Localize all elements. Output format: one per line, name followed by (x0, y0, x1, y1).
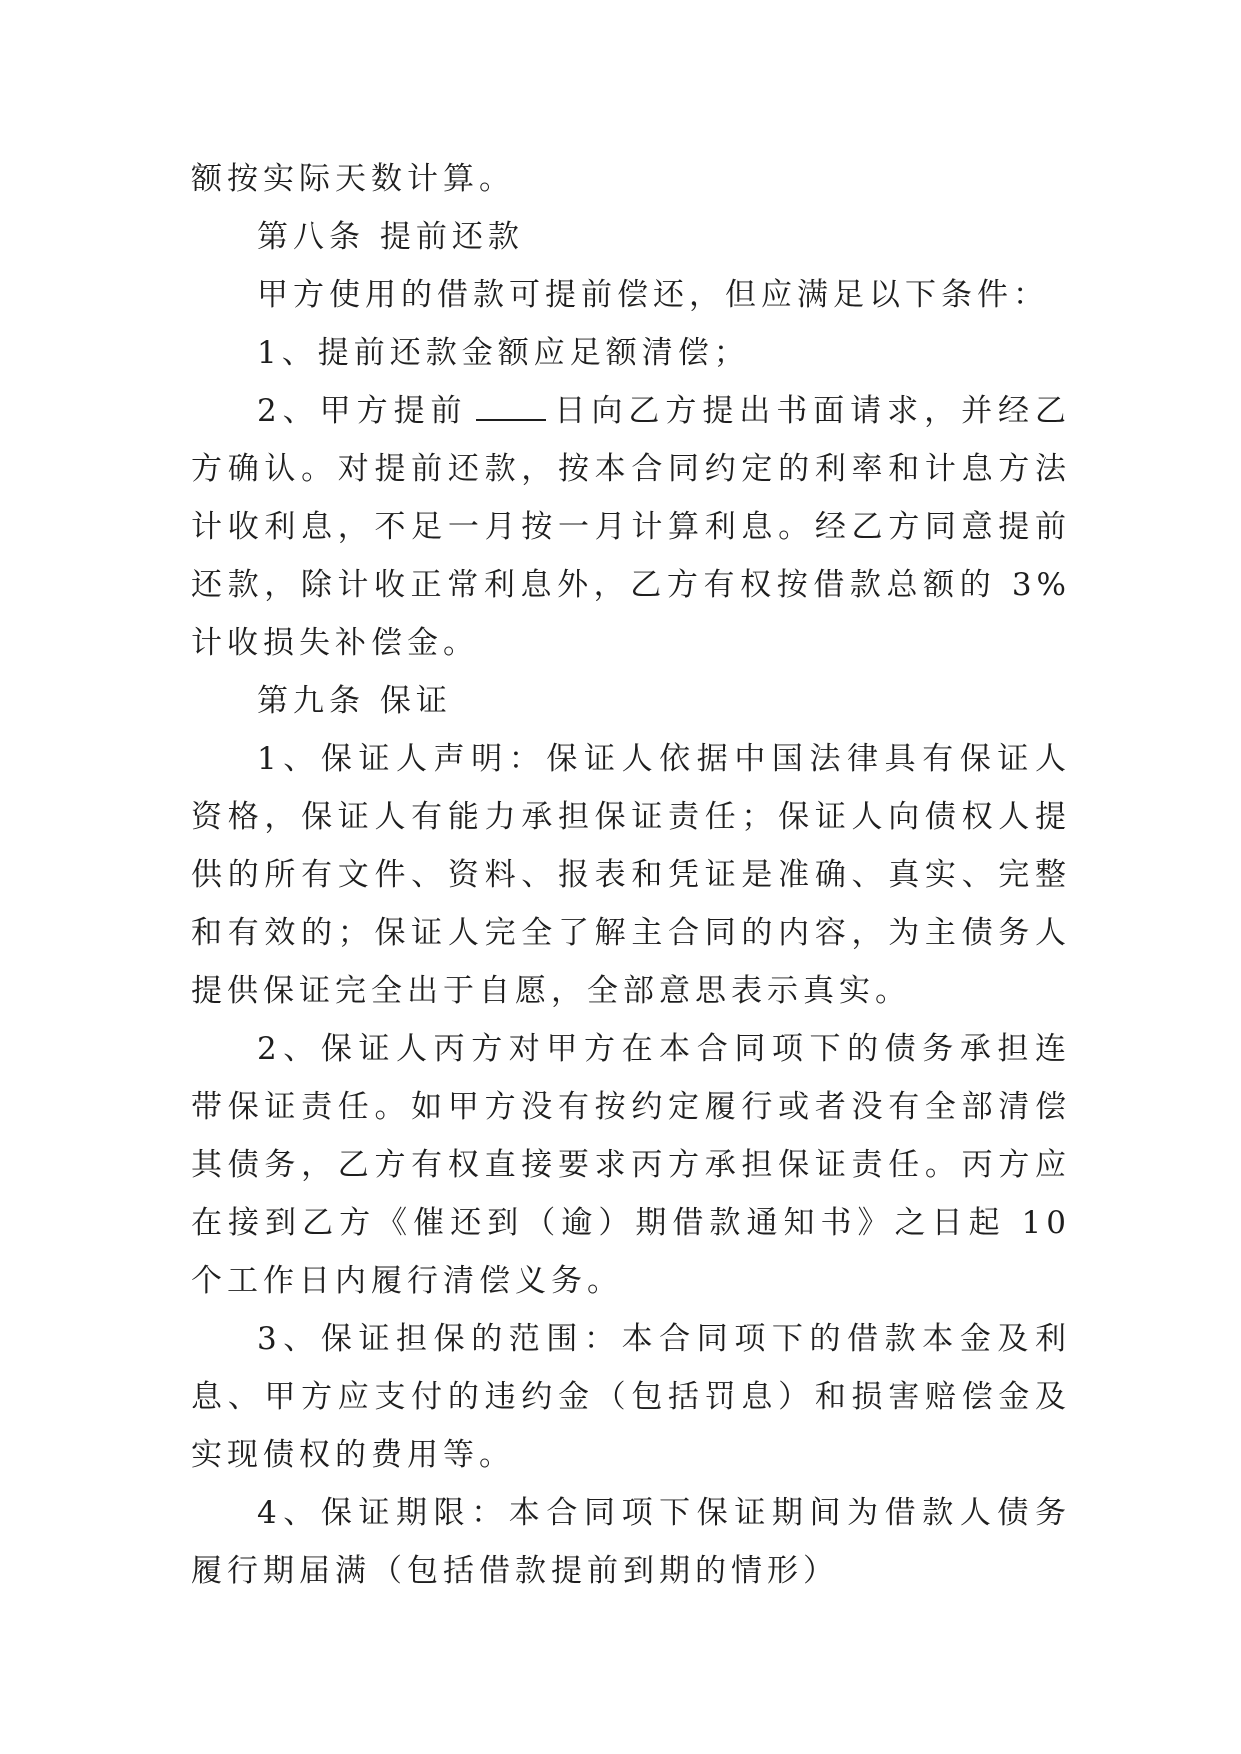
paragraph-guarantee-scope: 3、保证担保的范围：本合同项下的借款本金及利息、甲方应支付的违约金（包括罚息）和损害赔偿金及实现债权的费用等。 (191, 1321, 1071, 1473)
days-blank (476, 389, 546, 421)
written-request-lead: 2、甲方提前 (257, 393, 468, 429)
written-request-rest: 日向乙方提出书面请求，并经乙方确认。对提前还款，按本合同约定的利率和计息方法计收利息，不足一月按一月计算利息。经乙方同意提前还款，除计收正常利息外，乙方有权按借款总额的 3%计收损失补偿金。 (191, 393, 1072, 661)
article-8-heading: 第八条 提前还款 (257, 219, 524, 255)
paragraph-interest-days: 额按实际天数计算。 (191, 161, 515, 197)
document-body (191, 150, 1071, 1600)
paragraph-joint-liability: 2、保证人丙方对甲方在本合同项下的债务承担连带保证责任。如甲方没有按约定履行或者没有全部清偿其债务，乙方有权直接要求丙方承担保证责任。丙方应在接到乙方《催还到（逾）期借款通知书》之日起 10 个工作日内履行清偿义务。 (191, 1031, 1071, 1299)
paragraph-full-repayment: 1、提前还款金额应足额清偿； (257, 335, 750, 371)
paragraph-guarantee-period: 4、保证期限：本合同项下保证期间为借款人债务履行期届满（包括借款提前到期的情形） (191, 1495, 1071, 1589)
paragraph-written-request (191, 382, 1071, 672)
paragraph-early-repayment-conditions: 甲方使用的借款可提前偿还，但应满足以下条件： (257, 277, 1049, 313)
article-9-heading: 第九条 保证 (257, 683, 452, 719)
paragraph-guarantor-statement: 1、保证人声明：保证人依据中国法律具有保证人资格，保证人有能力承担保证责任；保证人向债权人提供的所有文件、资料、报表和凭证是准确、真实、完整和有效的；保证人完全了解主合同的内容，为主债务人提供保证完全出于自愿，全部意思表示真实。 (191, 741, 1071, 1009)
